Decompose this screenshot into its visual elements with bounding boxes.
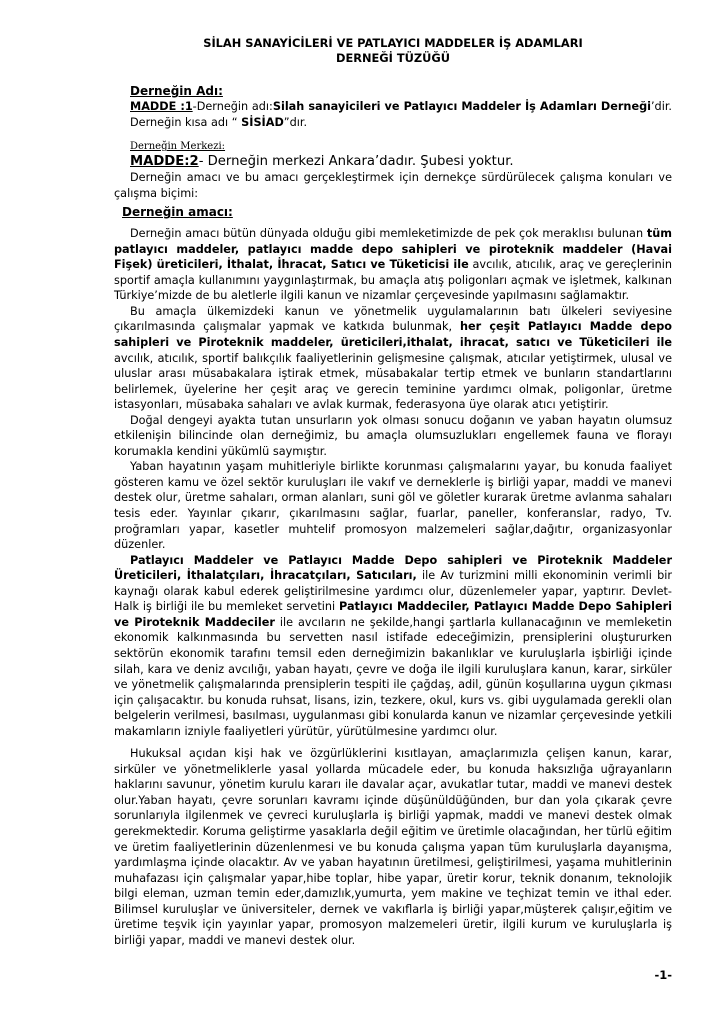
section-heading-dernek-merkezi: Derneğin Merkezi: <box>130 141 226 153</box>
amac-p2-text-c: avcılık, atıcılık, sportif balıkçılık faaliyetlerinin gelişmesine çalışmak, atıcılar yetiştirmek, ulusal ve uluslar arası müsabakalara iştirak etmek, müsabakalar tertip etmek ve bunların standartlarını belirlemek, üyelerine her çeşit araç ve gerecin teminine yardımcı olmak, poligonlar, üretme istasyonları, müsabaka sahaları ve avlak kurmak, federasyona üye olarak atıcı yetiştirir. <box>114 351 672 412</box>
madde-1-paragraph <box>130 99 672 130</box>
amac-paragraph-5 <box>114 553 672 740</box>
amac-paragraph-1 <box>114 226 672 304</box>
amac-p5-text-d: ile avcıların ne şekilde,hangi şartlarla kullanacağının ve memleketin ekonomik kalkınmasında bu servetten nasıl istifade edeceğimizin, prensiplerini oluştururken sektörün ekonomik tarafını temsil eden derneğimizin bakanlıklar ve kuruluşlarla işbirliği içinde silah, kara ve deniz avcılığı, yaban hayatı, çevre ve doğa ile ilgili kuruluşlara kanun, karar, sirküler ve yönetmelik çalışmalarında prensiplerin tespiti ile çağdaş, adil, günün koşullarına uygun çıkması için çalışacaktır. bu konuda ruhsat, lisans, izin, tezkere, okul, kurs vs. gibi uygulamada gerekli olan belgelerin verilmesi, basılması, uygulanması gibi konularda kanun ve nizamlar çerçevesinde yetkili makamların izniyle faaliyetleri yürütür, yürütülmesine yardımcı olur. <box>114 615 673 738</box>
amac-paragraph-3: Doğal dengeyi ayakta tutan unsurların yok olması sonucu doğanın ve yaban hayatın olumsuz etkilenişin bilincinde olan derneğimiz, bu amaçla olumsuzlukları engellemek fauna ve florayı korumakla kendini yükümlü saymıştır. <box>114 413 672 458</box>
amac-intro-paragraph: Derneğin amacı ve bu amacı gerçekleştirmek için dernekçe sürdürülecek çalışma konuları ve çalışma biçimi: <box>114 171 672 200</box>
amac-p2-bold: her çeşit Patlayıcı Madde depo sahipleri ve Piroteknik maddeler, üreticileri,ithalat, ihracat, satıcı ve Tüketicileri ile <box>114 320 672 350</box>
title-line-2: DERNEĞİ TÜZÜĞÜ <box>335 51 450 65</box>
amac-p5-bold-c: Patlayıcı Maddeciler, Patlayıcı Madde Depo Sahipleri ve Piroteknik Maddeciler <box>114 600 672 629</box>
title-line-1: SİLAH SANAYİCİLERİ VE PATLAYICI MADDELER İŞ ADAMLARI <box>203 36 583 50</box>
document-title <box>114 36 672 66</box>
amac-p1-text-a: Derneğin amacı bütün dünyada olduğu gibi memleketimizde de pek çok meraklısı bulunan <box>130 227 647 241</box>
amac-paragraph-4: Yaban hayatının yaşam muhitleriyle birlikte korunması çalışmalarını yayar, bu konuda faaliyet gösteren kamu ve özel sektör kuruluşları ile vakıf ve derneklerle iş birliği yapar, maddi ve manevi destek olur, üretme sahaları, orman alanları, suni göl ve göletler kurarak üretme avlanma sahaları tesis eder. Yayınlar çıkarır, çıkarılmasını sağlar, fuarlar, paneller, konferanslar, radyo, Tv. proğramları yapar, kasetler muhtelif promosyon malzemeleri sağlar,dağıtır, organizasyonlar düzenler. <box>114 460 672 552</box>
paragraph-gap <box>114 739 672 746</box>
madde-2-label: MADDE:2 <box>130 154 199 170</box>
amac-p1-bold: tüm patlayıcı maddeler, patlayıcı madde depo sahipleri ve piroteknik maddeler (Havai Fişek) üreticileri, İthalat, İhracat, Satıcı ve Tüketicisi ile <box>114 227 672 272</box>
madde-1-text-b: ’dir. Derneğin kısa adı “ <box>130 100 672 129</box>
dernek-full-name: Silah sanayicileri ve Patlayıcı Maddeler İş Adamları Derneği <box>272 100 651 113</box>
section-heading-dernek-adi: Derneğin Adı: <box>130 84 223 98</box>
madde-1-label: MADDE :1 <box>130 100 193 113</box>
amac-p2-text-a: Bu amaçla ülkemizdeki kanun ve yönetmelik uygulamalarının batı ülkeleri seviyesine çıkarılmasında çalışmalar yapmak ve katkıda bulunmak, <box>114 304 672 334</box>
page-number: -1- <box>654 968 672 982</box>
madde-2-text: - Derneğin merkezi Ankara’dadır. Şubesi yoktur. <box>198 154 514 170</box>
dernek-short-name: SİSİAD <box>241 115 284 129</box>
section-heading-dernek-amaci: Derneğin amacı: <box>122 205 233 220</box>
document-page <box>114 36 672 948</box>
amac-p1-text-c: avcılık, atıcılık, araç ve gereçlerinin sportif amaçla kullanımını yaygınlaştırmak, bu amaçla atış poligonları açmak ve işletmek, kalkınan Türkiye’mizde de bu aletlerle ilgili kanun ve nizamlar çerçevesinde yapılmasını sağlamaktır. <box>114 258 673 303</box>
madde-1-text-c: ”dır. <box>283 115 308 129</box>
madde-2-paragraph <box>130 154 672 170</box>
madde-1-text-a: -Derneğin adı: <box>192 100 273 113</box>
amac-paragraph-6: Hukuksal açıdan kişi hak ve özgürlüklerini kısıtlayan, amaçlarımızla çelişen kanun, karar, sirküler ve yönetmeliklerle yasal yollarda mücadele eder, bu konuda haksızlığa uğrayanların haklarını savunur, yönetim kurulu kararı ile davalar açar, avukatlar tutar, maddi ve manevi destek olur.Yaban hayatı, çevre sorunları kavramı içinde düşünüldüğünden, bur dan yola çıkarak çevre sorunlarıyla ilgilenmek ve çevreci kuruluşlarla iş birliği yapmak, maddi ve manevi destek olmak gerekmektedir. Koruma geliştirme yasaklarla değil eğitim ve üretimle olacağından, her türlü eğitim ve üretim faaliyetlerinin düzenlenmesi ve bu konuda çalışma yapan tüm kuruluşlarla dayanışma, yardımlaşma içinde olacaktır. Av ve yaban hayatının üretilmesi, geliştirilmesi, yaşama muhitlerinin muhafazası için çalışmalar yapar,hibe toplar, hibe yapar, üretir korur, teknik donanım, teknolojik bilgi eleman, uzman temin eder,damızlık,yumurta, yem makine ve teçhizat temin ve ithal eder. Bilimsel kuruluşlar ve üniversiteler, dernek ve vakıflarla iş birliği yapar,müşterek çalışır,eğitim ve üretime teşvik için yayınlar yapar, promosyon malzemeleri üretir, ilgili kurum ve kuruluşlarla iş birliği yapar, maddi ve manevi destek olur. <box>114 747 672 947</box>
amac-paragraph-2 <box>114 304 672 413</box>
amac-p5-bold-a: Patlayıcı Maddeler ve Patlayıcı Madde Depo sahipleri ve Piroteknik Maddeler Üreticileri, İthalatçıları, İhracatçıları, Satıcıları, <box>114 553 672 583</box>
amac-p5-text-b: ile Av turizmini milli ekonominin verimli bir kaynağı olarak kabul ederek geliştirilmesine yardımcı olur, düzenlemeler yapar, yaptırır. Devlet- Halk iş birliği ile bu memleket servetini <box>114 569 672 614</box>
